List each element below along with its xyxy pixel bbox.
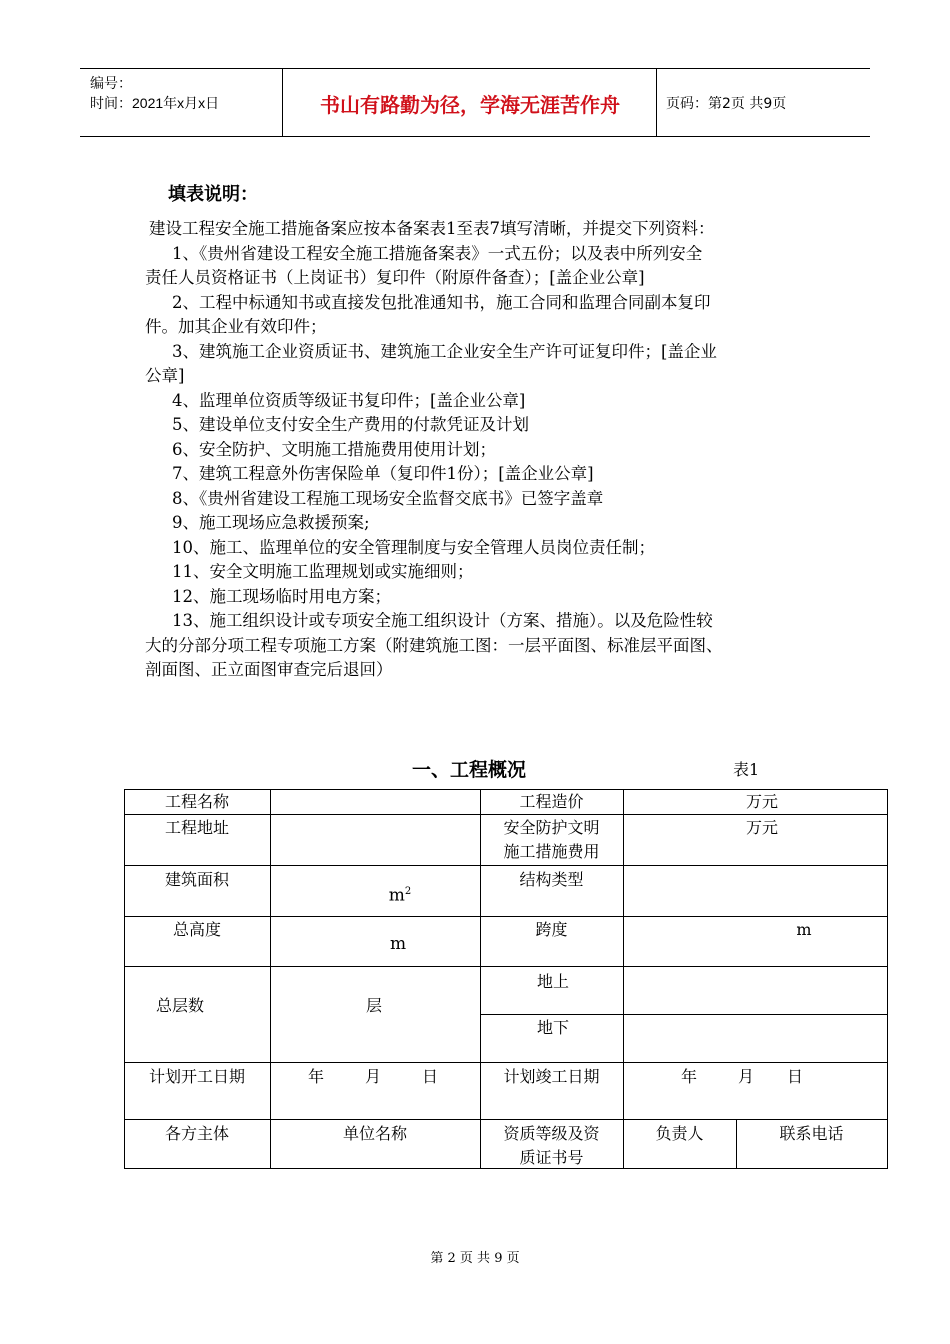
project-cost-label: 工程造价 [519,792,584,811]
instructions-title: 填表说明： [168,184,258,205]
span-label: 跨度 [535,920,568,939]
start-month-label: 月 [364,1067,381,1086]
area-unit-text: m [388,885,405,906]
above-ground-label: 地上 [536,972,569,991]
total-floors-unit: 层 [365,996,382,1015]
total-height-label: 总高度 [172,920,221,939]
instructions-body [145,217,825,683]
header-meta [90,73,219,113]
safety-fee-label [480,816,623,864]
project-address-label: 工程地址 [164,818,229,837]
document-time: 时间：2021年x月x日 [90,95,220,111]
instruction-line: 11、安全文明施工监理规划或实施细则； [172,562,474,581]
plan-finish-label: 计划竣工日期 [503,1067,600,1086]
instruction-line: 10、施工、监理单位的安全管理制度与安全管理人员岗位责任制； [172,537,655,557]
instruction-line: 8、《贵州省建设工程施工现场安全监督交底书》已签字盖章 [172,488,604,508]
table-rule [124,865,888,866]
project-cost-unit: 万元 [745,792,778,811]
instruction-line: 件。加其企业有效印件； [145,317,327,336]
table-rule [124,916,888,917]
instruction-line: 13、施工组织设计或专项安全施工组织设计（方案、措施）。以及危险性较 [172,611,713,630]
instruction-line: 1、《贵州省建设工程安全施工措施备案表》一式五份；以及表中所列安全 [172,243,703,263]
instruction-line: 大的分部分项工程专项施工方案（附建筑施工图：一层平面图、标准层平面图、 [145,635,723,655]
building-area-label: 建筑面积 [164,870,229,889]
instruction-line: 6、安全防护、文明施工措施费用使用计划； [172,439,496,459]
phone-label: 联系电话 [779,1124,844,1143]
instruction-line: 剖面图、正立面图审查完后退回） [145,660,393,679]
instruction-line: 9、施工现场应急救援预案; [172,513,370,532]
instruction-line: 责任人员资格证书（上岗证书）复印件（附原件备查）；[盖企业公章] [145,268,645,287]
person-in-charge-label: 负责人 [655,1124,704,1143]
table-border [887,789,888,1169]
instruction-line: 5、建设单位支付安全生产费用的付款凭证及计划 [172,415,529,434]
table-rule [270,789,271,1169]
parties-label: 各方主体 [164,1124,229,1143]
instruction-line: 2、工程中标通知书或直接发包批准通知书，施工合同和监理合同副本复印 [172,292,711,312]
building-area-unit [370,880,430,908]
total-floors-label: 总层数 [155,996,204,1015]
instruction-line: 建设工程安全施工措施备案应按本备案表1至表7填写清晰，并提交下列资料： [149,219,715,238]
table-rule [124,966,888,967]
instruction-line: 12、施工现场临时用电方案； [172,586,391,606]
table-rule [124,1119,888,1120]
table-rule [124,1062,888,1063]
instruction-line: 公章] [145,366,185,385]
page-footer: 第 2 页 共 9 页 [430,1251,520,1266]
qualification-label [480,1122,623,1170]
qualification-label-line2: 质证书号 [519,1148,584,1167]
table-border [124,789,125,1169]
document-number: 编号： [90,75,132,91]
finish-month-label: 月 [737,1067,754,1086]
header-motto: 书山有路勤为径，学海无涯苦作舟 [320,93,620,117]
unit-name-label: 单位名称 [342,1124,407,1143]
start-year-label: 年 [307,1067,324,1086]
header-divider [656,69,657,136]
safety-fee-unit: 万元 [745,818,778,837]
instruction-line: 3、建筑施工企业资质证书、建筑施工企业安全生产许可证复印件；[盖企业 [172,341,717,361]
plan-start-label: 计划开工日期 [148,1067,245,1086]
start-day-label: 日 [421,1067,438,1086]
table-rule [124,814,888,815]
safety-fee-label-line1: 安全防护文明 [503,818,600,837]
total-height-unit: m [389,934,407,954]
span-unit: m [796,920,812,939]
instruction-line: 4、监理单位资质等级证书复印件；[盖企业公章] [172,390,526,410]
project-overview-table [124,789,888,1169]
table-rule [480,1014,888,1015]
area-unit-superscript: 2 [404,886,412,897]
safety-fee-label-line2: 施工措施费用 [503,842,600,861]
structure-type-label: 结构类型 [519,870,584,889]
section-title: 一、工程概况 [412,759,527,781]
finish-day-label: 日 [786,1067,803,1086]
header-divider [282,69,283,136]
finish-year-label: 年 [680,1067,697,1086]
qualification-label-line1: 资质等级及资 [503,1124,600,1143]
page-header [80,68,870,137]
below-ground-label: 地下 [536,1018,569,1037]
header-page-number: 页码：第2页 共9页 [666,96,787,112]
table-number: 表1 [733,760,760,779]
instruction-line: 7、建筑工程意外伤害保险单（复印件1份）；[盖企业公章] [172,464,594,483]
table-rule [623,789,624,1169]
project-name-label: 工程名称 [164,792,229,811]
